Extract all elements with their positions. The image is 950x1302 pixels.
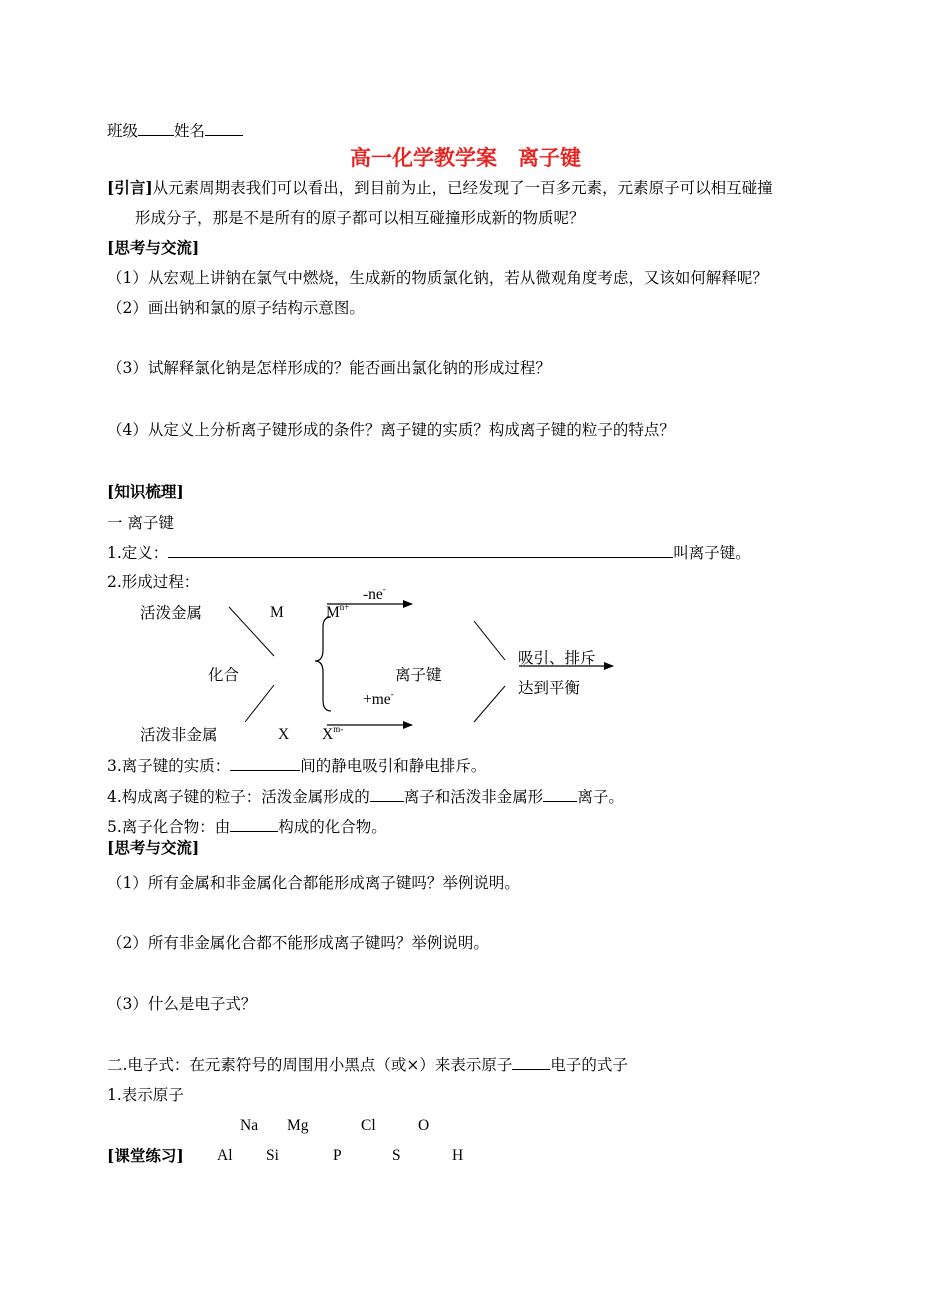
gain-electron-text: +me [363, 691, 391, 708]
think2-q2: （2）所有非金属化合都不能形成离子键吗？举例说明。 [107, 934, 489, 952]
atom-o: O [418, 1117, 430, 1134]
knowledge-heading: [知识梳理] [107, 482, 184, 501]
intro-text-1: 从元素周期表我们可以看出，到目前为止，已经发现了一百多元素，元素原子可以相互碰撞 [152, 179, 773, 197]
balance-label: 达到平衡 [518, 679, 581, 697]
lower-converge-line [474, 686, 505, 722]
compound-blank[interactable] [230, 816, 278, 832]
section1-title: 一 离子键 [107, 514, 174, 532]
nonmetal-diagonal-line [245, 685, 274, 722]
nonmetal-anion-symbol: X [322, 726, 334, 743]
essence-label: 3.离子键的实质： [107, 757, 231, 775]
active-metal-label: 活泼金属 [140, 604, 203, 622]
think2-heading: [思考与交流] [107, 838, 200, 857]
intro-text-2: 形成分子，那是不是所有的原子都可以相互碰撞形成新的物质呢？ [135, 209, 585, 227]
think2-q1: （1）所有金属和非金属化合都能形成离子键吗？举例说明。 [107, 874, 520, 892]
active-nonmetal-label: 活泼非金属 [140, 726, 218, 744]
page-title: 高一化学教学案 离子键 [350, 146, 581, 170]
combine-label: 化合 [208, 666, 240, 684]
particles-blank-1[interactable] [370, 786, 404, 802]
metal-cation-symbol: M [326, 604, 340, 621]
section2-blank[interactable] [512, 1054, 550, 1070]
essence-suffix: 间的静电吸引和静电排斥。 [300, 757, 487, 775]
think1-q2: （2）画出钠和氯的原子结构示意图。 [107, 299, 365, 317]
atom-al: Al [217, 1147, 233, 1164]
attract-repel-label: 吸引、排斥 [518, 649, 596, 667]
atom-mg: Mg [287, 1117, 309, 1134]
definition-suffix: 叫离子键。 [673, 544, 751, 562]
metal-symbol: M [270, 604, 284, 621]
process-label: 2.形成过程： [107, 573, 200, 591]
think1-q1: （1）从宏观上讲钠在氯气中燃烧，生成新的物质氯化钠，若从微观角度考虑，又该如何解释呢？ [107, 269, 768, 287]
name-label: 姓名 [174, 122, 206, 140]
compound-text-b: 构成的化合物。 [278, 818, 387, 836]
gain-electron-sup: - [390, 689, 394, 699]
lose-electron-text: -ne [363, 586, 383, 603]
particles-text-b: 离子和活泼非金属形 [403, 788, 544, 806]
think1-q3: （3）试解释氯化钠是怎样形成的？能否画出氯化钠的形成过程？ [107, 359, 551, 377]
section2-line [107, 1054, 628, 1075]
intro-tag: [引言] [107, 178, 153, 197]
practice-tag: [课堂练习] [107, 1146, 184, 1165]
lose-electron-sup: - [382, 584, 386, 594]
metal-cation-charge: n+ [339, 602, 350, 612]
nonmetal-symbol: X [278, 726, 290, 743]
think1-heading: [思考与交流] [107, 238, 200, 257]
ionic-bond-label: 离子键 [395, 666, 442, 684]
think2-q3: （3）什么是电子式？ [107, 995, 257, 1013]
atom-cl: Cl [361, 1117, 376, 1134]
compound-text-a: 5.离子化合物：由 [107, 818, 231, 836]
essence-line [107, 755, 486, 776]
particles-text-c: 离子。 [577, 788, 624, 806]
atom-na: Na [240, 1117, 259, 1134]
think1-q4: （4）从定义上分析离子键形成的条件？离子键的实质？构成离子键的粒子的特点？ [107, 421, 675, 439]
atom-p: P [333, 1147, 342, 1164]
atom-s: S [392, 1147, 401, 1164]
brace [315, 617, 331, 711]
essence-blank[interactable] [230, 755, 300, 771]
class-label: 班级 [107, 122, 139, 140]
atom-h: H [452, 1147, 464, 1164]
nonmetal-anion-charge: m- [333, 724, 344, 734]
definition-label: 1.定义： [107, 544, 169, 562]
upper-converge-line [474, 621, 505, 660]
metal-diagonal-line [229, 607, 274, 656]
compound-line [107, 816, 387, 837]
atom-si: Si [266, 1147, 279, 1164]
atoms-label: 1.表示原子 [107, 1086, 184, 1104]
section2-text-b: 电子的式子 [550, 1056, 628, 1074]
section2-text-a: 二.电子式：在元素符号的周围用小黑点（或×）来表示原子 [107, 1056, 513, 1074]
particles-blank-2[interactable] [543, 786, 577, 802]
particles-text-a: 4.构成离子键的粒子：活泼金属形成的 [107, 788, 370, 806]
particles-line [107, 786, 624, 807]
